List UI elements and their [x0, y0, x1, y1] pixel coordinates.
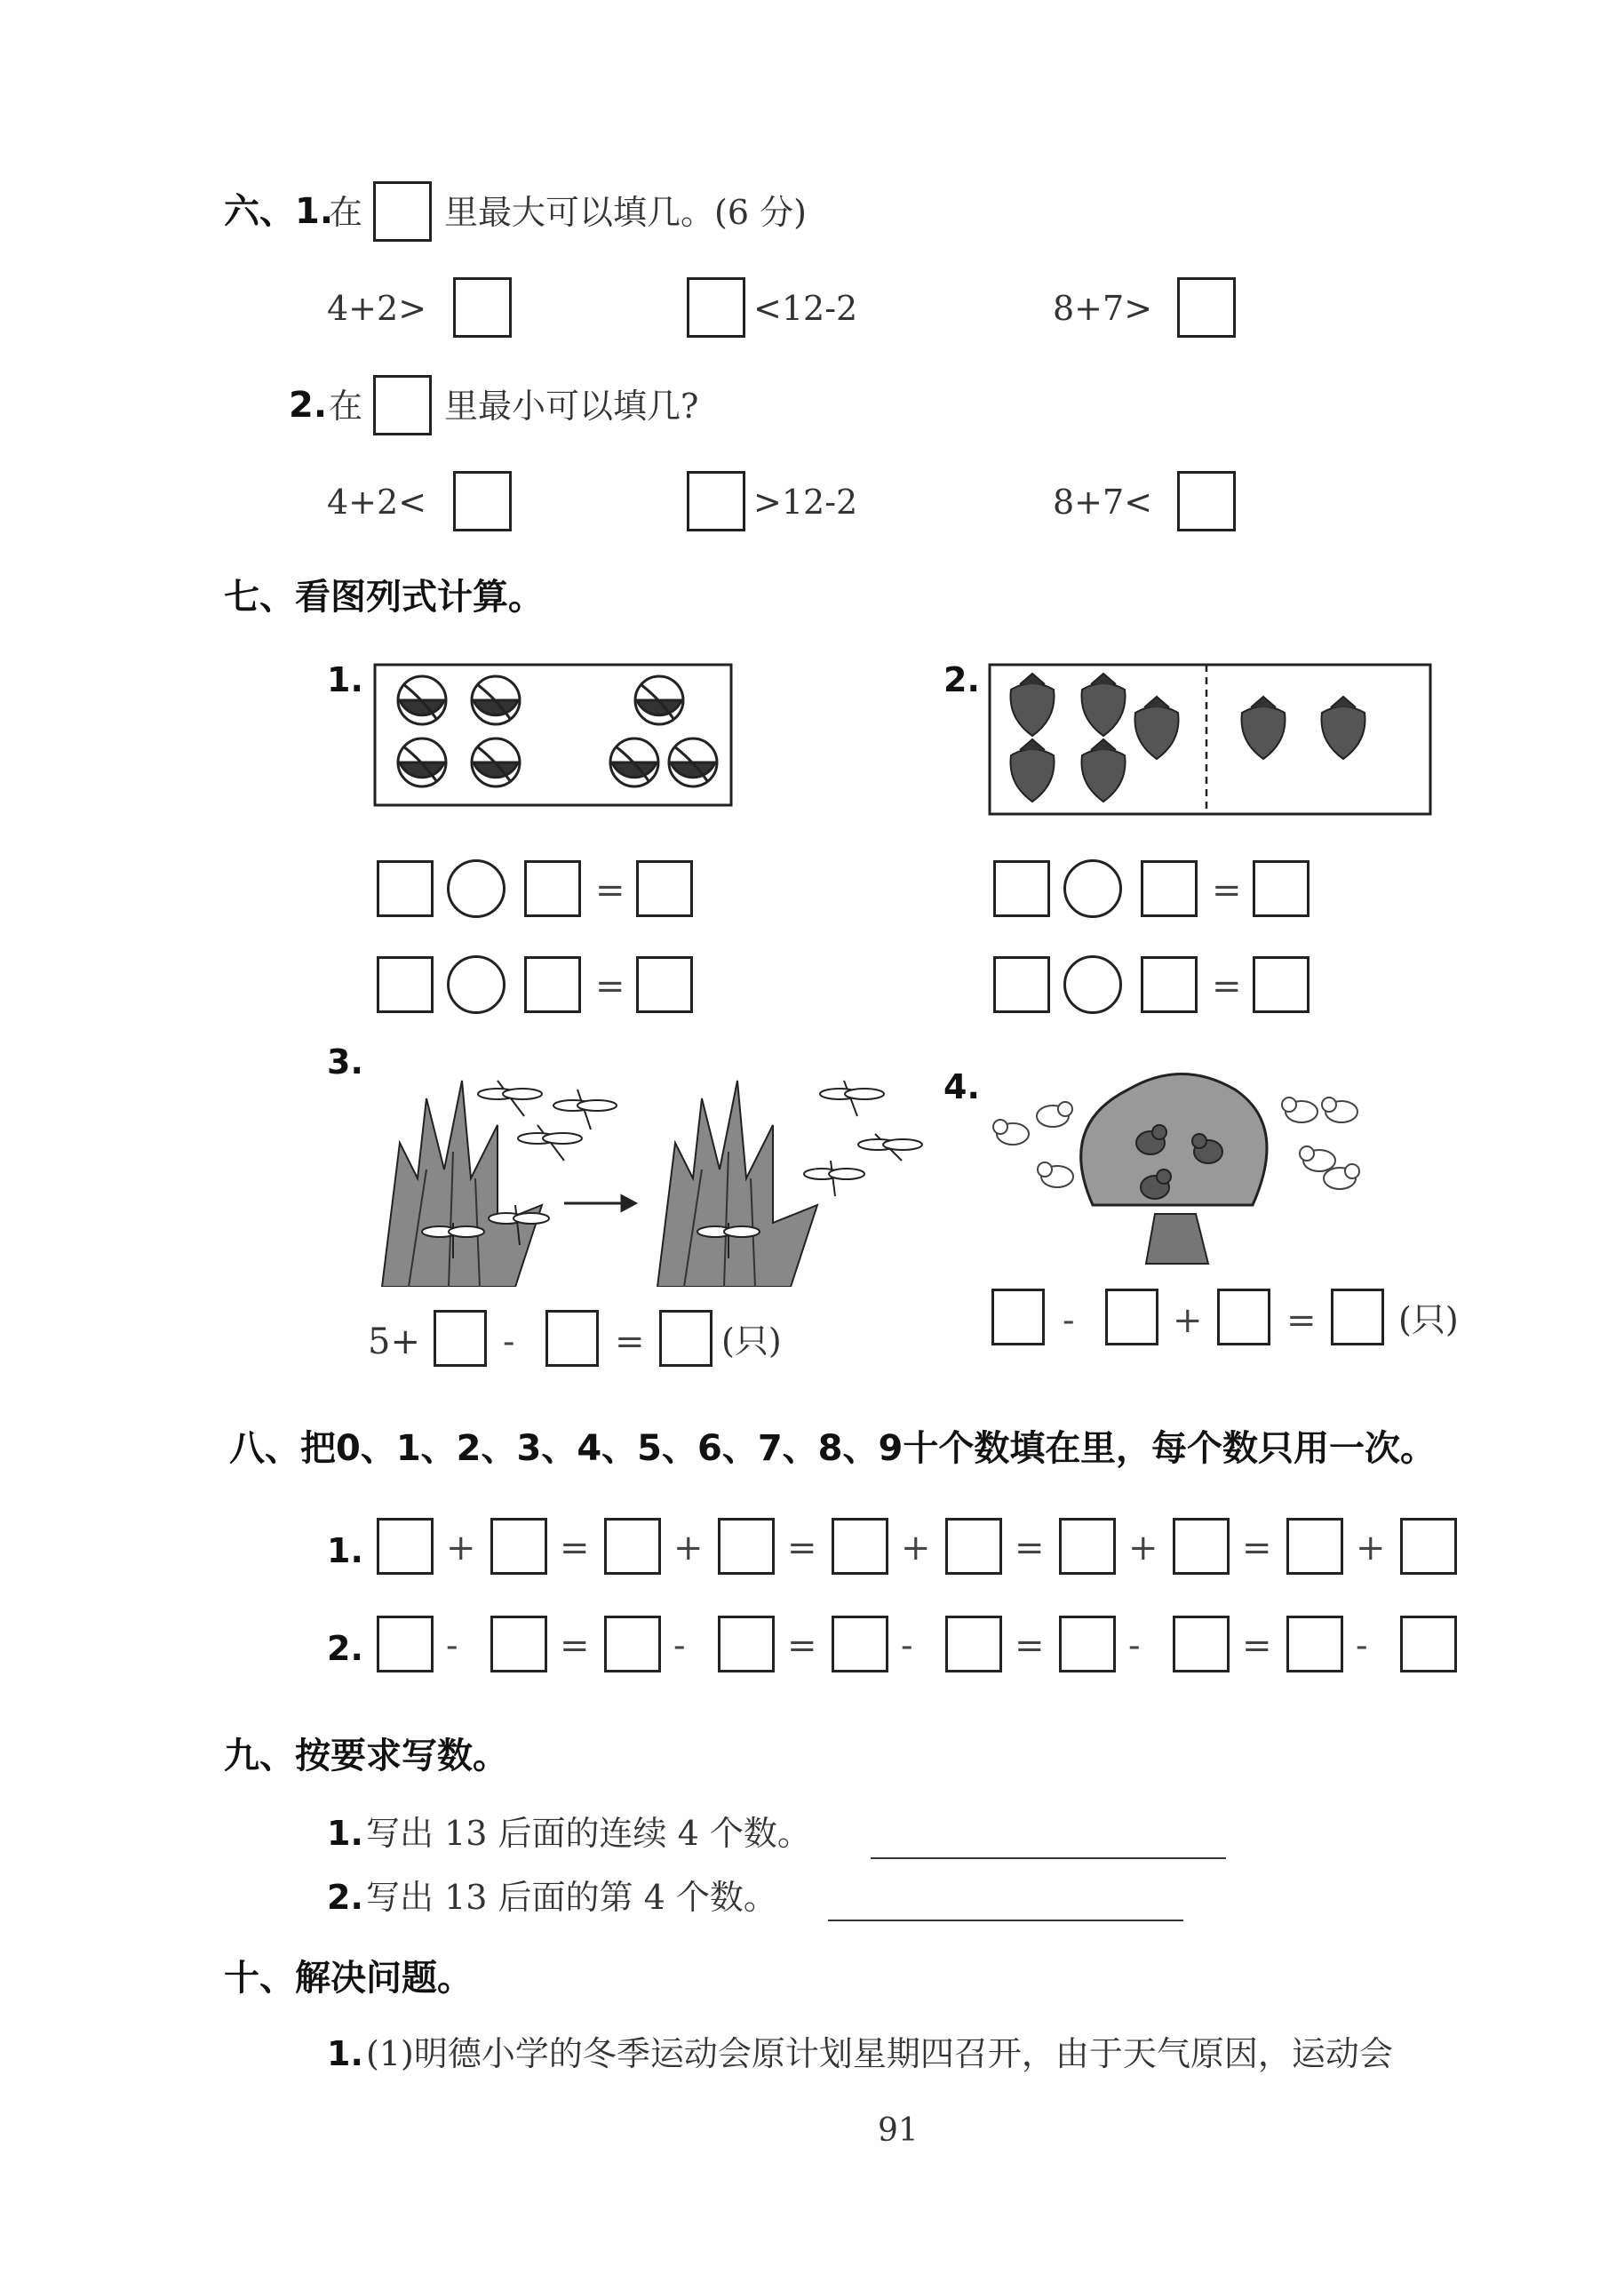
answer-box[interactable] [490, 1616, 547, 1672]
s6-q1-item-1: 4+2> [327, 289, 427, 328]
section-10-heading: 十、解决问题。 [224, 1958, 473, 1999]
s10-q1: (1)明德小学的冬季运动会原计划星期四召开，由于天气原因，运动会 [366, 2034, 1393, 2073]
plus-sign: + [1356, 1528, 1386, 1569]
bird-icon [1038, 1162, 1073, 1187]
answer-box[interactable] [1286, 1616, 1343, 1672]
section-9-heading: 九、按要求写数。 [224, 1736, 508, 1776]
answer-box[interactable] [1217, 1289, 1270, 1345]
dragonfly-icon [478, 1081, 542, 1116]
answer-box[interactable] [377, 1518, 434, 1575]
dragonfly-icon [858, 1134, 922, 1161]
answer-box[interactable] [659, 1310, 712, 1367]
answer-line[interactable] [828, 1920, 1183, 1921]
answer-box[interactable] [524, 956, 581, 1013]
equals-sign: = [560, 1625, 590, 1666]
minus-sign: - [446, 1625, 458, 1666]
answer-box[interactable] [991, 1289, 1045, 1345]
s6-q2-item-1: 4+2< [327, 483, 427, 522]
s6-q1-pre: 在 [329, 193, 363, 232]
dragonfly-icon [553, 1090, 617, 1130]
answer-box[interactable] [524, 860, 581, 917]
answer-box[interactable] [687, 471, 745, 531]
dragonfly-icon [518, 1125, 582, 1161]
equals-sign: = [1212, 870, 1242, 911]
equals-sign: = [787, 1625, 817, 1666]
dragonfly-icon [820, 1081, 884, 1116]
answer-box[interactable] [545, 1310, 599, 1367]
answer-box[interactable] [434, 1310, 487, 1367]
bird-icon [1282, 1098, 1318, 1122]
answer-box[interactable] [604, 1616, 661, 1672]
answer-box[interactable] [993, 860, 1050, 917]
operator-circle[interactable] [1063, 955, 1122, 1014]
answer-box[interactable] [636, 956, 693, 1013]
bird-icon [993, 1120, 1029, 1145]
minus-sign: - [1128, 1625, 1141, 1666]
equals-sign: = [1242, 1528, 1272, 1569]
plus-sign: + [673, 1528, 704, 1569]
arrow-icon [564, 1196, 635, 1210]
answer-box[interactable] [1400, 1616, 1457, 1672]
minus-sign: - [901, 1625, 913, 1666]
s10-q1-num: 1. [327, 2034, 363, 2073]
answer-box[interactable] [1253, 860, 1310, 917]
s8-row1-label: 1. [327, 1531, 363, 1570]
answer-box[interactable] [718, 1616, 775, 1672]
s6-q1-item-3: 8+7> [1053, 289, 1153, 328]
dragonflies-picture [364, 1045, 924, 1287]
answer-box[interactable] [1105, 1289, 1158, 1345]
equals-sign: = [615, 1321, 645, 1362]
balls-picture [373, 663, 733, 807]
answer-box[interactable] [377, 860, 434, 917]
answer-box[interactable] [945, 1518, 1002, 1575]
answer-box[interactable] [1173, 1616, 1230, 1672]
s8-row2-label: 2. [327, 1629, 363, 1668]
operator-circle[interactable] [447, 859, 506, 918]
ball-icon [669, 738, 717, 786]
plus-sign: + [446, 1528, 476, 1569]
answer-box[interactable] [718, 1518, 775, 1575]
equals-sign: = [1015, 1528, 1045, 1569]
ball-icon [610, 738, 658, 786]
equals-sign: = [560, 1528, 590, 1569]
s6-q2-item-3: 8+7< [1053, 483, 1153, 522]
ball-icon [635, 676, 683, 724]
answer-box[interactable] [1141, 956, 1198, 1013]
ball-icon [472, 738, 520, 786]
equals-sign: = [1286, 1300, 1317, 1341]
answer-box[interactable] [636, 860, 693, 917]
s6-q2-post: 里最小可以填几? [444, 387, 699, 426]
answer-box[interactable] [1141, 860, 1198, 917]
equals-sign: = [595, 966, 625, 1007]
plus-sign: + [1173, 1300, 1203, 1341]
p3-unit: (只) [721, 1321, 782, 1361]
section-8-heading-a: 八、把0、1、2、3、4、5、6、7、8、9十个数填在 [229, 1428, 1081, 1469]
minus-sign: - [673, 1625, 686, 1666]
answer-box[interactable] [832, 1518, 888, 1575]
strawberries-picture [988, 663, 1432, 816]
answer-box[interactable] [377, 956, 434, 1013]
s7-label-3: 3. [327, 1042, 363, 1082]
answer-box[interactable] [1253, 956, 1310, 1013]
p4-unit: (只) [1398, 1300, 1459, 1339]
bird-icon [1322, 1098, 1357, 1122]
s9-q1-num: 1. [327, 1814, 363, 1853]
answer-box[interactable] [1286, 1518, 1343, 1575]
section-6-heading: 六、1. [224, 191, 334, 232]
operator-circle[interactable] [447, 955, 506, 1014]
answer-box[interactable] [993, 956, 1050, 1013]
answer-box[interactable] [1400, 1518, 1457, 1575]
dragonfly-icon [804, 1161, 864, 1196]
answer-box[interactable] [832, 1616, 888, 1672]
answer-box[interactable] [373, 181, 432, 242]
answer-box[interactable] [377, 1616, 434, 1672]
s7-label-1: 1. [327, 660, 363, 699]
section-8-heading-b: 里，每个数只用一次。 [1080, 1428, 1436, 1469]
equals-sign: = [1212, 966, 1242, 1007]
section-7-heading: 七、看图列式计算。 [224, 577, 544, 618]
answer-box[interactable] [490, 1518, 547, 1575]
minus-sign: - [1356, 1625, 1368, 1666]
answer-box[interactable] [1177, 277, 1236, 338]
s7-label-4: 4. [943, 1067, 980, 1106]
bird-icon [1037, 1102, 1072, 1127]
answer-box[interactable] [453, 471, 512, 531]
s6-q1-item-2: <12-2 [753, 289, 858, 328]
bird-icon [1300, 1146, 1335, 1171]
s6-q2-pre: 在 [329, 387, 363, 426]
plus-sign: + [1128, 1528, 1158, 1569]
s9-q2-num: 2. [327, 1878, 363, 1917]
s9-q2: 写出 13 后面的第 4 个数。 [366, 1878, 777, 1917]
tree-icon [1081, 1074, 1267, 1265]
ball-icon [472, 676, 520, 724]
s6-q2-item-2: >12-2 [753, 483, 858, 522]
s6-q2-num: 2. [289, 385, 328, 426]
answer-box[interactable] [1059, 1518, 1116, 1575]
ball-icon [398, 676, 446, 724]
equals-sign: = [595, 870, 625, 911]
answer-box[interactable] [687, 277, 745, 338]
answer-line[interactable] [871, 1857, 1226, 1859]
minus-sign: - [503, 1321, 515, 1362]
plus-sign: + [901, 1528, 931, 1569]
answer-box[interactable] [453, 277, 512, 338]
answer-box[interactable] [604, 1518, 661, 1575]
tree-birds-picture [986, 1063, 1368, 1265]
answer-box[interactable] [1177, 471, 1236, 531]
equals-sign: = [1242, 1625, 1272, 1666]
equals-sign: = [787, 1528, 817, 1569]
equals-sign: = [1015, 1625, 1045, 1666]
s9-q1: 写出 13 后面的连续 4 个数。 [366, 1814, 811, 1853]
minus-sign: - [1063, 1300, 1075, 1341]
answer-box[interactable] [1331, 1289, 1384, 1345]
answer-box[interactable] [1173, 1518, 1230, 1575]
answer-box[interactable] [945, 1616, 1002, 1672]
s7-label-2: 2. [943, 660, 980, 699]
answer-box[interactable] [373, 375, 432, 435]
ball-icon [398, 738, 446, 786]
operator-circle[interactable] [1063, 859, 1122, 918]
answer-box[interactable] [1059, 1616, 1116, 1672]
s6-q1-post: 里最大可以填几。(6 分) [444, 193, 807, 232]
page-number: 91 [878, 2112, 919, 2149]
p3-start: 5+ [368, 1321, 420, 1362]
